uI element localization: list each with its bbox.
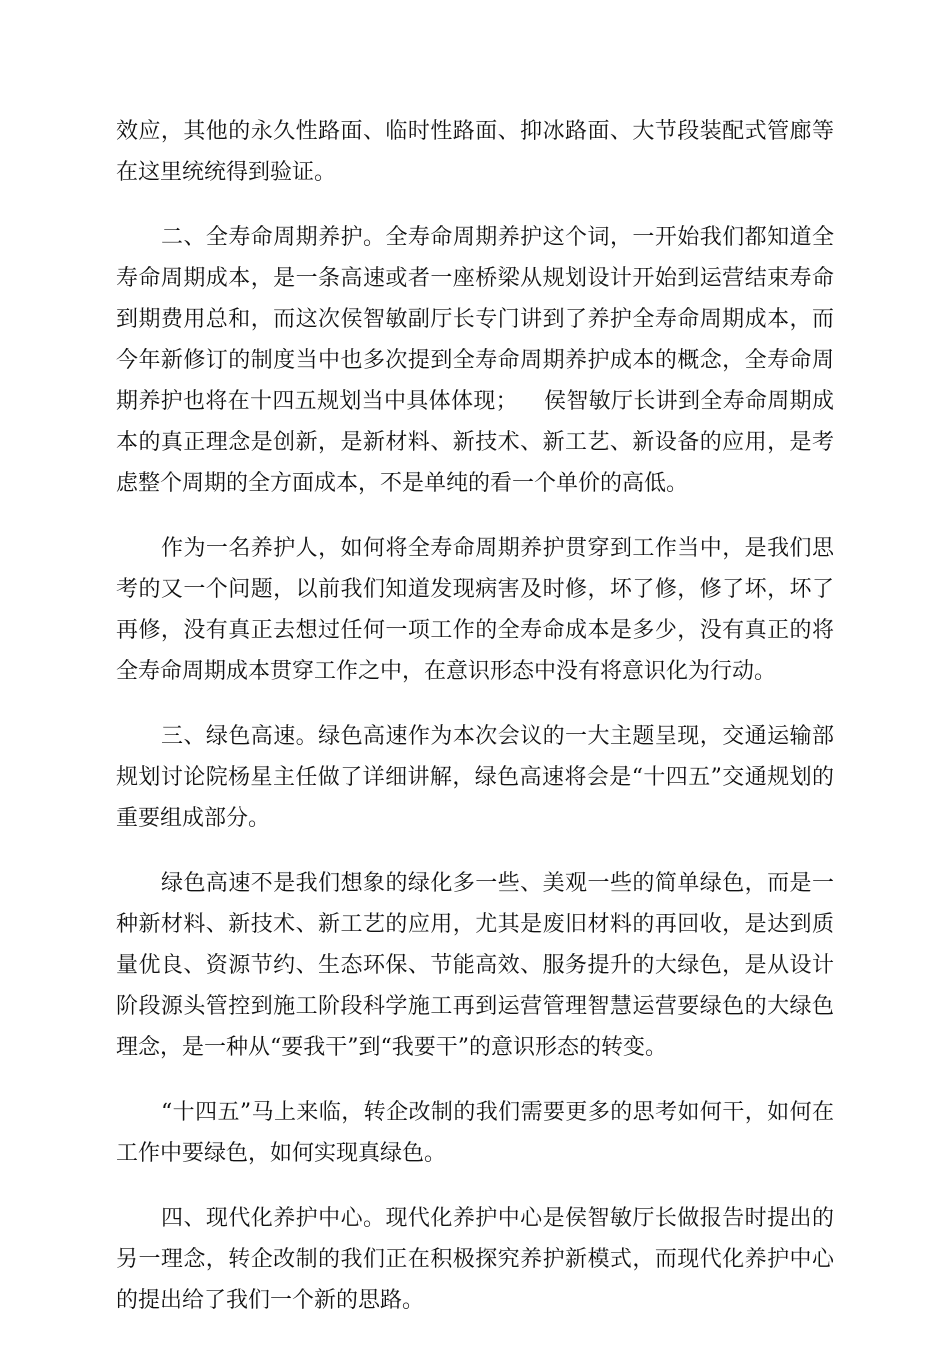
paragraph-green-highway-definition: 绿色高速不是我们想象的绿化多一些、美观一些的简单绿色，而是一种新材料、新技术、新工艺的应用，尤其是废旧材料的再回收，是达到质量优良、资源节约、生态环保、节能高效、服务提升的大绿色，是从设计阶段源头管控到施工阶段科学施工再到运营管理智慧运营要绿色的大绿色理念，是一种从“要我干”到“我要干”的意识形态的转变。 <box>116 871 834 1060</box>
paragraph-continuation: 效应，其他的永久性路面、临时性路面、抑冰路面、大节段装配式管廊等在这里统统得到验证。 <box>116 119 834 185</box>
paragraph-lifecycle-part-b: 侯智敏厅长讲到全寿命周期成本的真正理念是创新，是新材料、新技术、新工艺、新设备的应用，是考虑整个周期的全方面成本，不是单纯的看一个单价的高低。 <box>116 389 834 496</box>
paragraph-lifecycle-part-a: 二、全寿命周期养护。全寿命周期养护这个词，一开始我们都知道全寿命周期成本，是一条高速或者一座桥梁从规划设计开始到运营结束寿命到期费用总和，而这次侯智敏副厅长专门讲到了养护全寿命周期成本，而今年新修订的制度当中也多次提到全寿命周期养护成本的概念，全寿命周期养护也将在十四五规划当中具体体现； <box>116 225 834 414</box>
paragraph-modern-maintenance-center: 四、现代化养护中心。现代化养护中心是侯智敏厅长做报告时提出的另一理念，转企改制的我们正在积极探究养护新模式，而现代化养护中心的提出给了我们一个新的思路。 <box>116 1206 834 1313</box>
paragraph-lifecycle-maintenance <box>116 217 834 504</box>
paragraph-fourteenth-five-year: “十四五”马上来临，转企改制的我们需要更多的思考如何干，如何在工作中要绿色，如何实现真绿色。 <box>116 1100 834 1166</box>
document-body <box>116 111 834 1345</box>
paragraph-green-highway: 三、绿色高速。绿色高速作为本次会议的一大主题呈现，交通运输部规划讨论院杨星主任做了详细讲解，绿色高速将会是“十四五”交通规划的重要组成部分。 <box>116 724 834 831</box>
paragraph-maintainer-reflection: 作为一名养护人，如何将全寿命周期养护贯穿到工作当中，是我们思考的又一个问题，以前我们知道发现病害及时修，坏了修，修了坏，坏了再修，没有真正去想过任何一项工作的全寿命成本是多少，没有真正的将全寿命周期成本贯穿工作之中，在意识形态中没有将意识化为行动。 <box>116 536 834 684</box>
